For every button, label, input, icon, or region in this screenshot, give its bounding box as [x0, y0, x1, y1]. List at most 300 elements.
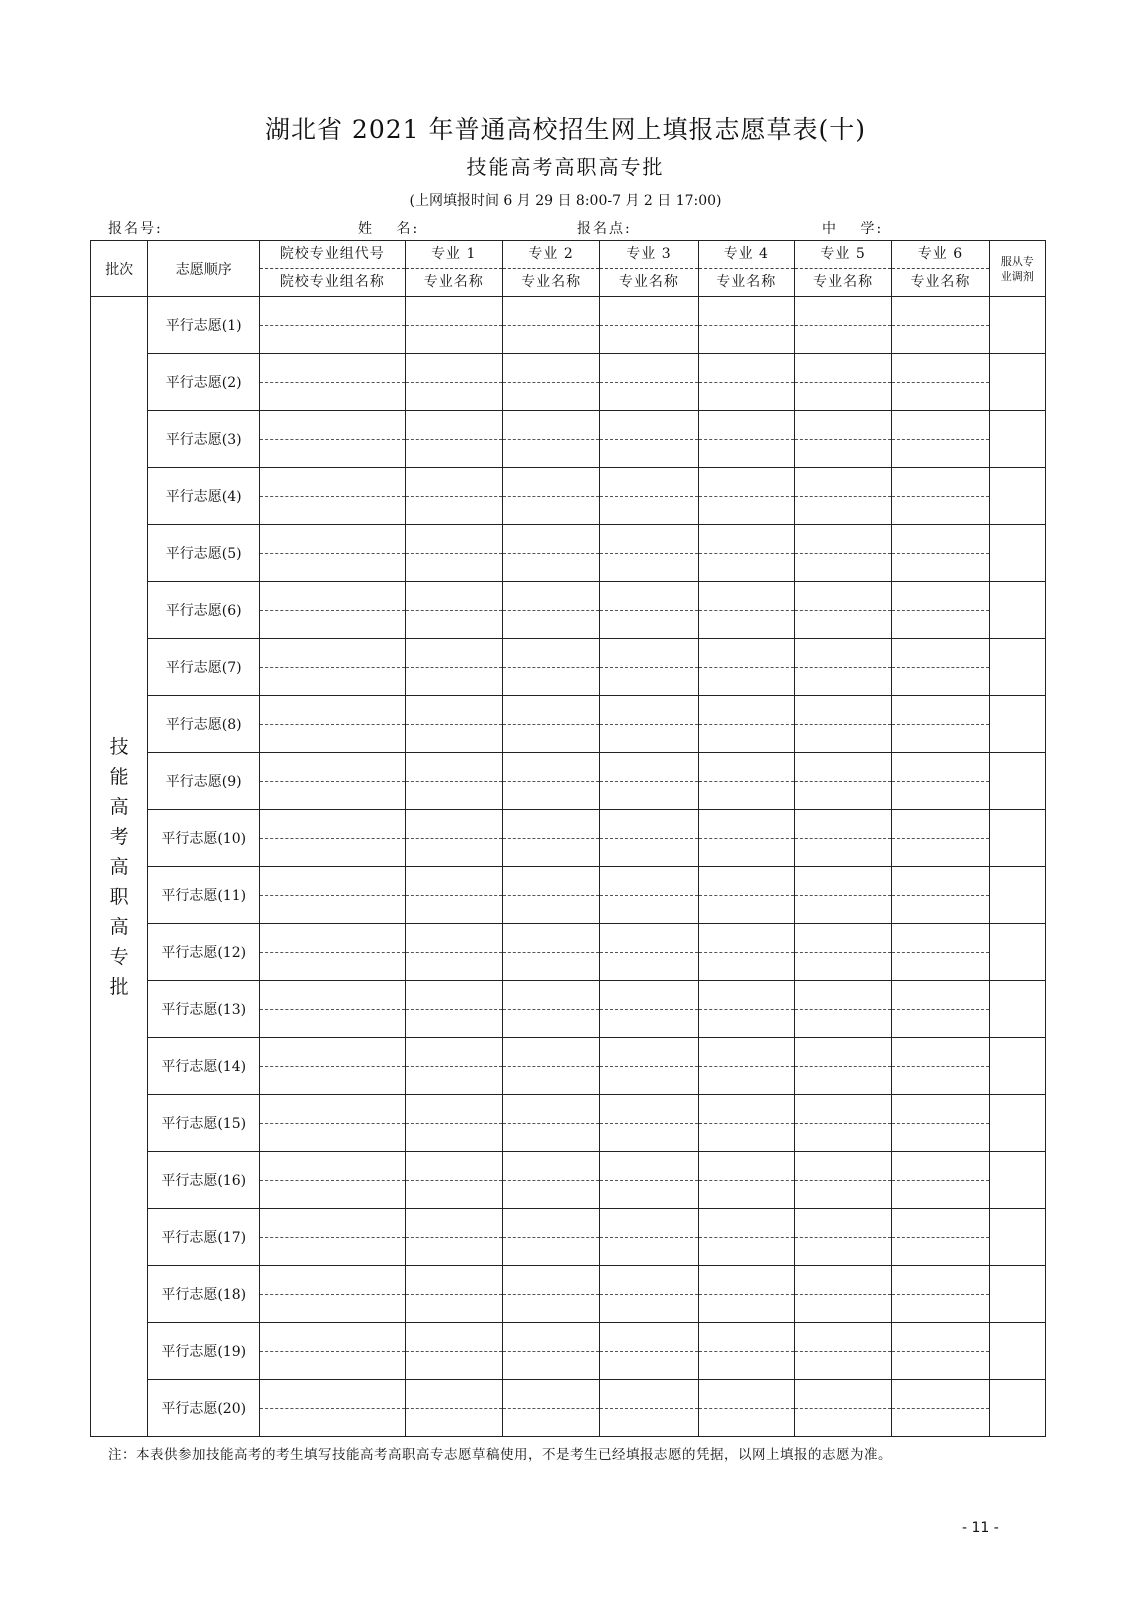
adjust-header-label: 服从专业调剂 [1000, 254, 1034, 283]
dashed-divider [406, 1408, 502, 1409]
order-header: 志愿顺序 [148, 241, 260, 297]
dashed-divider [260, 496, 405, 497]
major-entry-cell[interactable] [405, 468, 502, 525]
major-entry-cell[interactable] [794, 1380, 891, 1437]
major-entry-cell[interactable] [698, 924, 794, 981]
major-name-label: 专业名称 [618, 274, 679, 290]
adjust-entry-cell[interactable] [989, 1038, 1045, 1095]
major-entry-cell[interactable] [405, 1152, 502, 1209]
dashed-divider [260, 439, 405, 440]
major-entry-cell[interactable] [405, 297, 502, 354]
group-entry-cell[interactable] [260, 696, 406, 753]
dashed-divider [892, 781, 988, 782]
dashed-divider [892, 382, 988, 383]
dashed-divider [600, 553, 697, 554]
adjust-entry-cell[interactable] [989, 810, 1045, 867]
major-entry-cell[interactable] [794, 297, 891, 354]
dashed-divider [600, 496, 697, 497]
major-entry-cell[interactable] [794, 639, 891, 696]
dashed-divider [406, 553, 502, 554]
major-entry-cell[interactable] [794, 1038, 891, 1095]
major-entry-cell[interactable] [405, 1095, 502, 1152]
volunteer-row [91, 810, 1046, 867]
major-entry-cell[interactable] [600, 1209, 698, 1266]
group-entry-cell[interactable] [260, 1095, 406, 1152]
dashed-divider [503, 325, 599, 326]
volunteer-form-table [90, 240, 1046, 1437]
major-entry-cell[interactable] [405, 1038, 502, 1095]
major-entry-cell[interactable] [405, 1266, 502, 1323]
major-entry-cell[interactable] [892, 696, 989, 753]
volunteer-row [91, 297, 1046, 354]
major-entry-cell[interactable] [698, 525, 794, 582]
dashed-divider [892, 838, 988, 839]
volunteer-order-label: 平行志愿(2) [148, 354, 260, 411]
dashed-divider [892, 895, 988, 896]
group-entry-cell[interactable] [260, 867, 406, 924]
adjust-entry-cell[interactable] [989, 696, 1045, 753]
school-label: 中 学: [822, 221, 884, 237]
dashed-divider [600, 1009, 697, 1010]
dashed-divider [406, 667, 502, 668]
major-entry-cell[interactable] [405, 582, 502, 639]
major-entry-cell[interactable] [405, 810, 502, 867]
major-name-label: 专业名称 [813, 274, 874, 290]
adjust-entry-cell[interactable] [989, 924, 1045, 981]
major-entry-cell[interactable] [502, 696, 599, 753]
volunteer-order-label: 平行志愿(1) [148, 297, 260, 354]
major-entry-cell[interactable] [600, 981, 698, 1038]
major-entry-cell[interactable] [600, 468, 698, 525]
group-entry-cell[interactable] [260, 468, 406, 525]
major-entry-cell[interactable] [405, 924, 502, 981]
group-entry-cell[interactable] [260, 981, 406, 1038]
major-entry-cell[interactable] [698, 1038, 794, 1095]
volunteer-row [91, 468, 1046, 525]
dashed-divider [503, 667, 599, 668]
major-entry-cell[interactable] [698, 639, 794, 696]
dashed-divider [892, 1123, 988, 1124]
major-name-label: 专业名称 [521, 274, 582, 290]
dashed-divider [892, 1237, 988, 1238]
major-entry-cell[interactable] [405, 981, 502, 1038]
dashed-divider [260, 1066, 405, 1067]
dashed-divider [406, 439, 502, 440]
volunteer-row [91, 696, 1046, 753]
major-entry-cell[interactable] [892, 1266, 989, 1323]
dashed-divider [406, 895, 502, 896]
group-entry-cell[interactable] [260, 1152, 406, 1209]
major-entry-cell[interactable] [698, 411, 794, 468]
dashed-divider [260, 781, 405, 782]
major-entry-cell[interactable] [892, 1323, 989, 1380]
major-entry-cell[interactable] [600, 867, 698, 924]
dashed-divider [699, 325, 794, 326]
dashed-divider [406, 382, 502, 383]
major-entry-cell[interactable] [502, 753, 599, 810]
major-entry-cell[interactable] [698, 753, 794, 810]
major-entry-cell[interactable] [698, 1266, 794, 1323]
major-entry-cell[interactable] [698, 354, 794, 411]
major-entry-cell[interactable] [405, 354, 502, 411]
dashed-divider [503, 382, 599, 383]
dashed-divider [406, 1237, 502, 1238]
adjust-entry-cell[interactable] [989, 468, 1045, 525]
major-entry-cell[interactable] [698, 1323, 794, 1380]
major-entry-cell[interactable] [502, 1095, 599, 1152]
page-number: - 11 - [962, 1520, 999, 1536]
adjust-entry-cell[interactable] [989, 639, 1045, 696]
major-entry-cell[interactable] [892, 1038, 989, 1095]
major-entry-cell[interactable] [892, 924, 989, 981]
dashed-divider [892, 667, 988, 668]
major-entry-cell[interactable] [892, 753, 989, 810]
group-entry-cell[interactable] [260, 753, 406, 810]
major-entry-cell[interactable] [600, 297, 698, 354]
major-entry-cell[interactable] [794, 1323, 891, 1380]
dashed-divider [260, 325, 405, 326]
dashed-divider [600, 895, 697, 896]
major-name-label: 专业名称 [910, 274, 971, 290]
dashed-divider [260, 1180, 405, 1181]
dashed-divider [600, 1351, 697, 1352]
group-entry-cell[interactable] [260, 1209, 406, 1266]
major-entry-cell[interactable] [405, 753, 502, 810]
dashed-divider [260, 724, 405, 725]
dashed-divider [795, 781, 891, 782]
dashed-divider [795, 1237, 891, 1238]
dashed-divider [795, 1351, 891, 1352]
major-2-header [502, 241, 599, 297]
volunteer-row [91, 1152, 1046, 1209]
major-number-label: 专业 1 [406, 241, 502, 269]
major-6-header [892, 241, 989, 297]
major-entry-cell[interactable] [600, 1038, 698, 1095]
volunteer-order-label: 平行志愿(10) [148, 810, 260, 867]
group-entry-cell[interactable] [260, 525, 406, 582]
major-entry-cell[interactable] [794, 924, 891, 981]
major-entry-cell[interactable] [698, 1380, 794, 1437]
dashed-divider [892, 610, 988, 611]
major-entry-cell[interactable] [600, 354, 698, 411]
dashed-divider [406, 724, 502, 725]
major-entry-cell[interactable] [405, 411, 502, 468]
name-label: 姓 名: [358, 221, 420, 237]
group-entry-cell[interactable] [260, 1323, 406, 1380]
major-entry-cell[interactable] [892, 525, 989, 582]
major-entry-cell[interactable] [794, 867, 891, 924]
dashed-divider [503, 895, 599, 896]
adjust-entry-cell[interactable] [989, 867, 1045, 924]
major-entry-cell[interactable] [892, 411, 989, 468]
dashed-divider [406, 838, 502, 839]
major-entry-cell[interactable] [892, 354, 989, 411]
dashed-divider [503, 553, 599, 554]
dashed-divider [503, 1123, 599, 1124]
major-entry-cell[interactable] [405, 525, 502, 582]
major-entry-cell[interactable] [698, 867, 794, 924]
major-entry-cell[interactable] [892, 1209, 989, 1266]
major-entry-cell[interactable] [794, 354, 891, 411]
dashed-divider [503, 781, 599, 782]
major-entry-cell[interactable] [502, 354, 599, 411]
volunteer-row [91, 354, 1046, 411]
volunteer-order-label: 平行志愿(15) [148, 1095, 260, 1152]
dashed-divider [699, 781, 794, 782]
major-entry-cell[interactable] [502, 639, 599, 696]
filing-time-note: (上网填报时间 6 月 29 日 8:00-7 月 2 日 17:00) [409, 193, 722, 209]
major-entry-cell[interactable] [405, 1323, 502, 1380]
adjust-entry-cell[interactable] [989, 1323, 1045, 1380]
major-number-label: 专业 4 [699, 241, 794, 269]
major-entry-cell[interactable] [698, 582, 794, 639]
major-entry-cell[interactable] [794, 411, 891, 468]
major-number-label: 专业 5 [795, 241, 891, 269]
dashed-divider [406, 1066, 502, 1067]
major-entry-cell[interactable] [600, 924, 698, 981]
dashed-divider [795, 1066, 891, 1067]
volunteer-order-label: 平行志愿(14) [148, 1038, 260, 1095]
adjust-entry-cell[interactable] [989, 411, 1045, 468]
major-entry-cell[interactable] [600, 582, 698, 639]
major-entry-cell[interactable] [600, 1380, 698, 1437]
dashed-divider [892, 1351, 988, 1352]
dashed-divider [699, 952, 794, 953]
dashed-divider [699, 1294, 794, 1295]
dashed-divider [892, 439, 988, 440]
major-entry-cell[interactable] [502, 297, 599, 354]
major-entry-cell[interactable] [698, 297, 794, 354]
major-entry-cell[interactable] [405, 696, 502, 753]
major-entry-cell[interactable] [892, 468, 989, 525]
dashed-divider [795, 952, 891, 953]
major-entry-cell[interactable] [405, 867, 502, 924]
dashed-divider [795, 1180, 891, 1181]
group-entry-cell[interactable] [260, 297, 406, 354]
major-entry-cell[interactable] [892, 1095, 989, 1152]
dashed-divider [892, 1009, 988, 1010]
dashed-divider [260, 895, 405, 896]
volunteer-order-label: 平行志愿(17) [148, 1209, 260, 1266]
major-entry-cell[interactable] [892, 867, 989, 924]
major-5-header [794, 241, 891, 297]
adjust-entry-cell[interactable] [989, 525, 1045, 582]
dashed-divider [699, 496, 794, 497]
major-entry-cell[interactable] [502, 1323, 599, 1380]
page-title: 湖北省 2021 年普通高校招生网上填报志愿草表(十) [264, 115, 867, 144]
major-name-label: 专业名称 [423, 274, 484, 290]
dashed-divider [795, 439, 891, 440]
dashed-divider [892, 1180, 988, 1181]
major-entry-cell[interactable] [698, 1152, 794, 1209]
dashed-divider [600, 1408, 697, 1409]
major-entry-cell[interactable] [794, 981, 891, 1038]
dashed-divider [503, 1408, 599, 1409]
major-entry-cell[interactable] [794, 1152, 891, 1209]
dashed-divider [503, 610, 599, 611]
dashed-divider [260, 610, 405, 611]
adjust-entry-cell[interactable] [989, 753, 1045, 810]
major-entry-cell[interactable] [502, 867, 599, 924]
dashed-divider [260, 667, 405, 668]
major-number-label: 专业 2 [503, 241, 599, 269]
group-entry-cell[interactable] [260, 1380, 406, 1437]
major-entry-cell[interactable] [600, 525, 698, 582]
batch-header: 批次 [91, 241, 148, 297]
major-entry-cell[interactable] [502, 981, 599, 1038]
major-entry-cell[interactable] [892, 1380, 989, 1437]
dashed-divider [892, 1294, 988, 1295]
dashed-divider [406, 496, 502, 497]
major-entry-cell[interactable] [698, 1095, 794, 1152]
major-entry-cell[interactable] [502, 810, 599, 867]
dashed-divider [699, 667, 794, 668]
dashed-divider [406, 1009, 502, 1010]
group-name-header: 院校专业组名称 [279, 274, 385, 290]
dashed-divider [699, 382, 794, 383]
group-entry-cell[interactable] [260, 639, 406, 696]
batch-name: 技能高考高职高专批 [109, 735, 129, 998]
major-name-label: 专业名称 [716, 274, 777, 290]
page-subtitle: 技能高考高职高专批 [466, 155, 665, 179]
major-entry-cell[interactable] [892, 582, 989, 639]
dashed-divider [503, 496, 599, 497]
major-entry-cell[interactable] [698, 696, 794, 753]
dashed-divider [892, 724, 988, 725]
adjust-header [989, 241, 1045, 297]
major-entry-cell[interactable] [794, 525, 891, 582]
major-entry-cell[interactable] [698, 981, 794, 1038]
dashed-divider [699, 1408, 794, 1409]
dashed-divider [503, 1294, 599, 1295]
major-entry-cell[interactable] [405, 639, 502, 696]
major-entry-cell[interactable] [502, 1038, 599, 1095]
group-header [260, 241, 406, 297]
group-entry-cell[interactable] [260, 411, 406, 468]
group-entry-cell[interactable] [260, 1038, 406, 1095]
adjust-entry-cell[interactable] [989, 981, 1045, 1038]
volunteer-row [91, 1266, 1046, 1323]
dashed-divider [600, 724, 697, 725]
major-entry-cell[interactable] [794, 1095, 891, 1152]
adjust-entry-cell[interactable] [989, 1380, 1045, 1437]
major-entry-cell[interactable] [794, 582, 891, 639]
group-entry-cell[interactable] [260, 810, 406, 867]
major-1-header [405, 241, 502, 297]
dashed-divider [795, 496, 891, 497]
major-entry-cell[interactable] [502, 525, 599, 582]
adjust-entry-cell[interactable] [989, 1152, 1045, 1209]
dashed-divider [600, 610, 697, 611]
major-entry-cell[interactable] [405, 1380, 502, 1437]
major-entry-cell[interactable] [600, 1152, 698, 1209]
dashed-divider [503, 1066, 599, 1067]
adjust-entry-cell[interactable] [989, 354, 1045, 411]
dashed-divider [795, 1009, 891, 1010]
major-entry-cell[interactable] [600, 639, 698, 696]
dashed-divider [503, 838, 599, 839]
dashed-divider [795, 667, 891, 668]
volunteer-order-label: 平行志愿(16) [148, 1152, 260, 1209]
major-entry-cell[interactable] [892, 1152, 989, 1209]
dashed-divider [699, 838, 794, 839]
major-entry-cell[interactable] [502, 1152, 599, 1209]
dashed-divider [699, 553, 794, 554]
dashed-divider [406, 1294, 502, 1295]
major-entry-cell[interactable] [502, 1266, 599, 1323]
adjust-entry-cell[interactable] [989, 582, 1045, 639]
major-entry-cell[interactable] [794, 753, 891, 810]
group-code-header: 院校专业组代号 [260, 241, 405, 269]
dashed-divider [600, 781, 697, 782]
major-entry-cell[interactable] [502, 468, 599, 525]
major-entry-cell[interactable] [600, 1266, 698, 1323]
major-entry-cell[interactable] [502, 924, 599, 981]
major-entry-cell[interactable] [600, 810, 698, 867]
major-entry-cell[interactable] [794, 696, 891, 753]
applicant-info-row [0, 218, 1131, 238]
dashed-divider [892, 1066, 988, 1067]
major-entry-cell[interactable] [892, 297, 989, 354]
dashed-divider [892, 952, 988, 953]
major-entry-cell[interactable] [794, 1209, 891, 1266]
major-entry-cell[interactable] [405, 1209, 502, 1266]
major-entry-cell[interactable] [892, 810, 989, 867]
group-entry-cell[interactable] [260, 582, 406, 639]
dashed-divider [699, 895, 794, 896]
adjust-entry-cell[interactable] [989, 1095, 1045, 1152]
major-entry-cell[interactable] [698, 810, 794, 867]
adjust-entry-cell[interactable] [989, 1209, 1045, 1266]
major-entry-cell[interactable] [600, 696, 698, 753]
dashed-divider [260, 1009, 405, 1010]
dashed-divider [260, 553, 405, 554]
major-entry-cell[interactable] [892, 639, 989, 696]
volunteer-order-label: 平行志愿(18) [148, 1266, 260, 1323]
dashed-divider [795, 382, 891, 383]
major-entry-cell[interactable] [892, 981, 989, 1038]
volunteer-row [91, 411, 1046, 468]
major-entry-cell[interactable] [600, 411, 698, 468]
volunteer-row [91, 753, 1046, 810]
dashed-divider [699, 1009, 794, 1010]
adjust-entry-cell[interactable] [989, 297, 1045, 354]
dashed-divider [503, 1009, 599, 1010]
major-entry-cell[interactable] [600, 1323, 698, 1380]
dashed-divider [699, 724, 794, 725]
volunteer-row [91, 1209, 1046, 1266]
major-entry-cell[interactable] [502, 1209, 599, 1266]
dashed-divider [260, 1408, 405, 1409]
group-entry-cell[interactable] [260, 924, 406, 981]
major-entry-cell[interactable] [698, 1209, 794, 1266]
major-entry-cell[interactable] [502, 582, 599, 639]
major-entry-cell[interactable] [794, 468, 891, 525]
dashed-divider [406, 1123, 502, 1124]
group-entry-cell[interactable] [260, 1266, 406, 1323]
major-entry-cell[interactable] [502, 411, 599, 468]
major-entry-cell[interactable] [794, 1266, 891, 1323]
major-entry-cell[interactable] [502, 1380, 599, 1437]
major-entry-cell[interactable] [794, 810, 891, 867]
major-entry-cell[interactable] [600, 753, 698, 810]
group-entry-cell[interactable] [260, 354, 406, 411]
major-entry-cell[interactable] [600, 1095, 698, 1152]
dashed-divider [600, 952, 697, 953]
major-entry-cell[interactable] [698, 468, 794, 525]
dashed-divider [795, 838, 891, 839]
adjust-entry-cell[interactable] [989, 1266, 1045, 1323]
